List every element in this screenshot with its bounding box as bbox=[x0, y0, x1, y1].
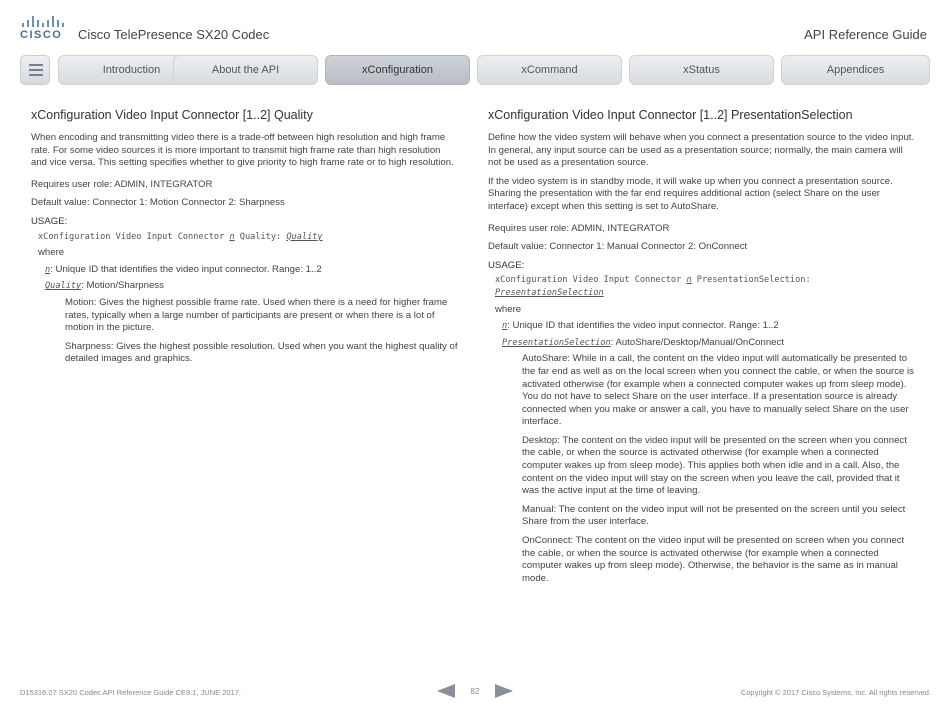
option-description: Desktop: The content on the video input will be presented on the screen when you connect the cable, or when the source is activated otherwise (for example when a connected computer wakes up from sleep mode). This applies both when idle and in a call. Also, the content on the video input will stay on the screen when you leave the call, provided that it was the active input at the time of leaving. bbox=[522, 434, 907, 497]
section-description: If the video system is in standby mode, it will wake up when you connect a presentation source. Sharing the presentation with the far end requires additional action (select Share on the user interface) except when this setting is set to AutoShare. bbox=[488, 175, 893, 212]
param-value: Quality: Motion/Sharpness bbox=[45, 280, 164, 292]
doc-id: D15316.07 SX20 Codec API Reference Guide CE9.1, JUNE 2017. bbox=[20, 688, 241, 697]
tab-appendices[interactable]: Appendices bbox=[781, 55, 930, 85]
default-value: Default value: Connector 1: Motion Connector 2: Sharpness bbox=[31, 197, 285, 209]
usage-syntax: xConfiguration Video Input Connector n PresentationSelection: PresentationSelection bbox=[495, 275, 811, 298]
menu-button[interactable] bbox=[20, 55, 50, 85]
logo-wordmark: CISCO bbox=[20, 29, 63, 41]
section-title: xConfiguration Video Input Connector [1..2] PresentationSelection bbox=[488, 108, 853, 122]
page-navigation bbox=[437, 684, 513, 700]
user-role: Requires user role: ADMIN, INTEGRATOR bbox=[31, 178, 213, 190]
cisco-logo[interactable] bbox=[20, 15, 64, 41]
default-value: Default value: Connector 1: Manual Connector 2: OnConnect bbox=[488, 241, 748, 253]
nav-tabs bbox=[20, 55, 930, 85]
option-description: AutoShare: While in a call, the content on the video input will automatically be presented to the far end as well as on the local screen when you connect the cable, or when the source is activated otherwise (for example when a connected computer wakes up from sleep mode). You do not have to select Share on the user interface. If a presentation source is already connected when you make or answer a call, you have to manually select Share on the user interface. bbox=[522, 353, 914, 428]
right-column bbox=[488, 108, 918, 591]
guide-title: API Reference Guide bbox=[804, 27, 927, 42]
usage-syntax: xConfiguration Video Input Connector n Quality: Quality bbox=[38, 231, 323, 242]
page-header bbox=[0, 0, 950, 55]
tab-xcommand[interactable]: xCommand bbox=[477, 55, 622, 85]
user-role: Requires user role: ADMIN, INTEGRATOR bbox=[488, 222, 670, 234]
option-description: Sharpness: Gives the highest possible resolution. Used when you want the highest quality of detailed images and graphics. bbox=[65, 340, 458, 365]
param-value: PresentationSelection: AutoShare/Desktop/Manual/OnConnect bbox=[502, 336, 784, 348]
usage-label: USAGE: bbox=[488, 259, 525, 271]
section-title: xConfiguration Video Input Connector [1..2] Quality bbox=[31, 108, 313, 122]
usage-label: USAGE: bbox=[31, 215, 68, 227]
previous-page-icon[interactable] bbox=[437, 684, 455, 698]
param-n: n: Unique ID that identifies the video input connector. Range: 1..2 bbox=[502, 320, 779, 332]
page-number: 82 bbox=[470, 687, 480, 696]
param-n: n: Unique ID that identifies the video input connector. Range: 1..2 bbox=[45, 263, 322, 275]
left-column bbox=[31, 108, 459, 372]
next-page-icon[interactable] bbox=[495, 684, 513, 698]
option-description: Manual: The content on the video input will not be presented on the screen until you select Share from the user interface. bbox=[522, 503, 906, 528]
where-label: where bbox=[495, 303, 522, 315]
option-description: Motion: Gives the highest possible frame rate. Used when there is a need for higher frame rates, typically when a large number of participants are present or when there is a lot of motion in the picture. bbox=[65, 296, 448, 334]
where-label: where bbox=[38, 247, 65, 259]
tab-introduction[interactable]: Introduction bbox=[58, 55, 205, 85]
app-title: Cisco TelePresence SX20 Codec bbox=[78, 27, 270, 42]
section-description: When encoding and transmitting video there is a trade-off between high resolution and high frame rate. For some video sources it is more important to transmit high frame rate than high resolution and vice versa. This setting specifies whether to give priority to high frame rate or to high resolution. bbox=[31, 132, 454, 169]
tab-xstatus[interactable]: xStatus bbox=[629, 55, 774, 85]
cisco-bars-icon bbox=[22, 15, 64, 27]
tab-xconfiguration[interactable]: xConfiguration bbox=[325, 55, 470, 85]
tab-about-the-api[interactable]: About the API bbox=[173, 55, 318, 85]
section-description: Define how the video system will behave when you connect a presentation source to the video input. In general, any input source can be used as a presentation source; normally, the main camera will not be used as a presentation source. bbox=[488, 132, 915, 169]
option-description: OnConnect: The content on the video input will be presented on screen when you connect the cable, or when the source is activated otherwise (for example when a connected computer wakes up from sleep mode). Otherwise, the behavior is the same as in manual mode. bbox=[522, 535, 905, 584]
copyright: Copyright © 2017 Cisco Systems, Inc. All rights reserved. bbox=[740, 688, 931, 697]
